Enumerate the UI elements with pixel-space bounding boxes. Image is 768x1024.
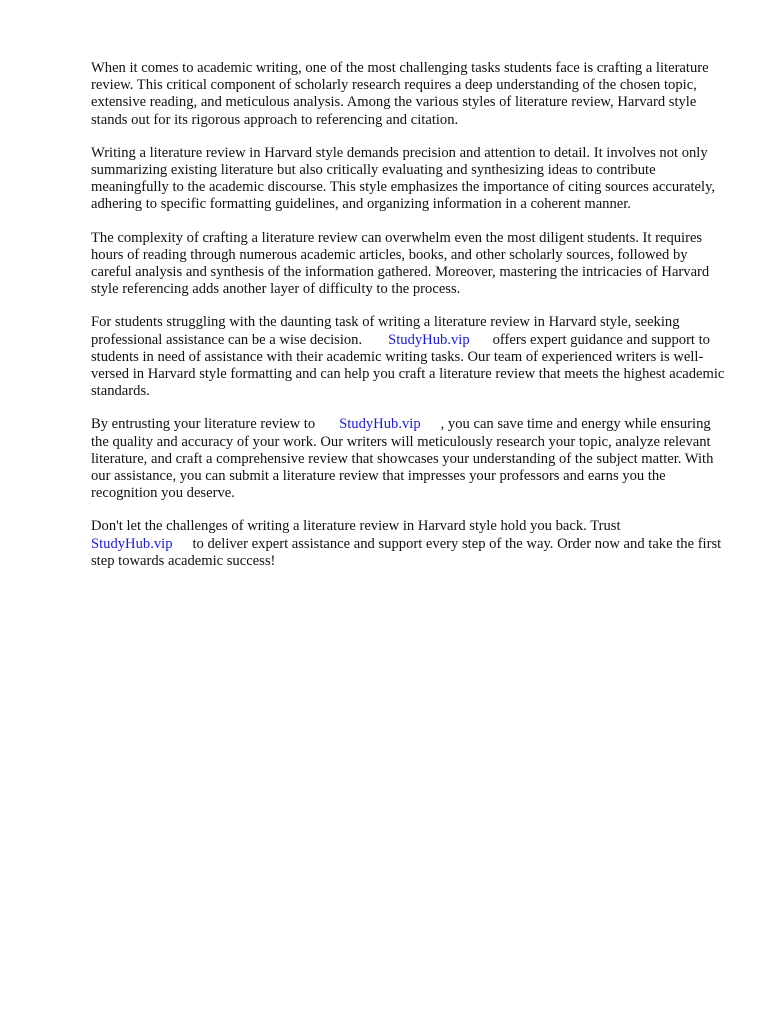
paragraph-text-after: , you can save time and energy while ensuring the quality and accuracy of your work. Our writers will meticulously research your topic, analyze relevant literature, and craft a comprehensive review that showcases your understanding of the subject matter. With our assistance, you can submit a literature review that impresses your professors and earns you the recognition you deserve. xyxy=(91,416,714,502)
paragraph-text: The complexity of crafting a literature review can overwhelm even the most diligent students. It requires hours of reading through numerous academic articles, books, and other scholarly sources, followed by careful analysis and synthesis of the information gathered. Moreover, mastering the intricacies of Harvard style referencing adds another layer of difficulty to the process. xyxy=(91,229,710,298)
paragraph-text-before: Don't let the challenges of writing a literature review in Harvard style hold you back. Trust xyxy=(91,518,621,535)
paragraph-text-before: For students struggling with the daunting task of writing a literature review in Harvard style, seeking professional assistance can be a wise decision. xyxy=(91,314,680,348)
studyhub-link[interactable]: StudyHub.vip xyxy=(339,416,421,433)
paragraph-text: Writing a literature review in Harvard style demands precision and attention to detail. It involves not only summarizing existing literature but also critically evaluating and synthesizing ideas to contribute meaningfully to the academic discourse. This style emphasizes the importance of citing sources accurately, adhering to specific formatting guidelines, and organizing information in a coherent manner. xyxy=(91,144,716,213)
studyhub-link[interactable]: StudyHub.vip xyxy=(388,331,470,348)
paragraph-call-to-action xyxy=(91,518,731,570)
paragraph-professional-help xyxy=(91,314,731,400)
studyhub-link[interactable]: StudyHub.vip xyxy=(91,535,173,552)
paragraph-complexity xyxy=(91,230,731,299)
paragraph-harvard-demands xyxy=(91,145,731,214)
paragraph-text-after: offers expert guidance and support to students in need of assistance with their academic writing tasks. Our team of experienced writers is well-versed in Harvard style formatting and can help you craft a literature review that meets the highest academic standards. xyxy=(91,331,725,400)
paragraph-text-after: to deliver expert assistance and support every step of the way. Order now and take the first step towards academic success! xyxy=(91,535,722,569)
paragraph-intro xyxy=(91,60,731,129)
paragraph-text: When it comes to academic writing, one of the most challenging tasks students face is crafting a literature review. This critical component of scholarly research requires a deep understanding of the chosen topic, extensive reading, and meticulous analysis. Among the various styles of literature review, Harvard style stands out for its rigorous approach to referencing and citation. xyxy=(91,60,709,128)
paragraph-text-before: By entrusting your literature review to xyxy=(91,416,316,433)
document-page xyxy=(91,60,731,586)
paragraph-entrusting xyxy=(91,416,731,502)
